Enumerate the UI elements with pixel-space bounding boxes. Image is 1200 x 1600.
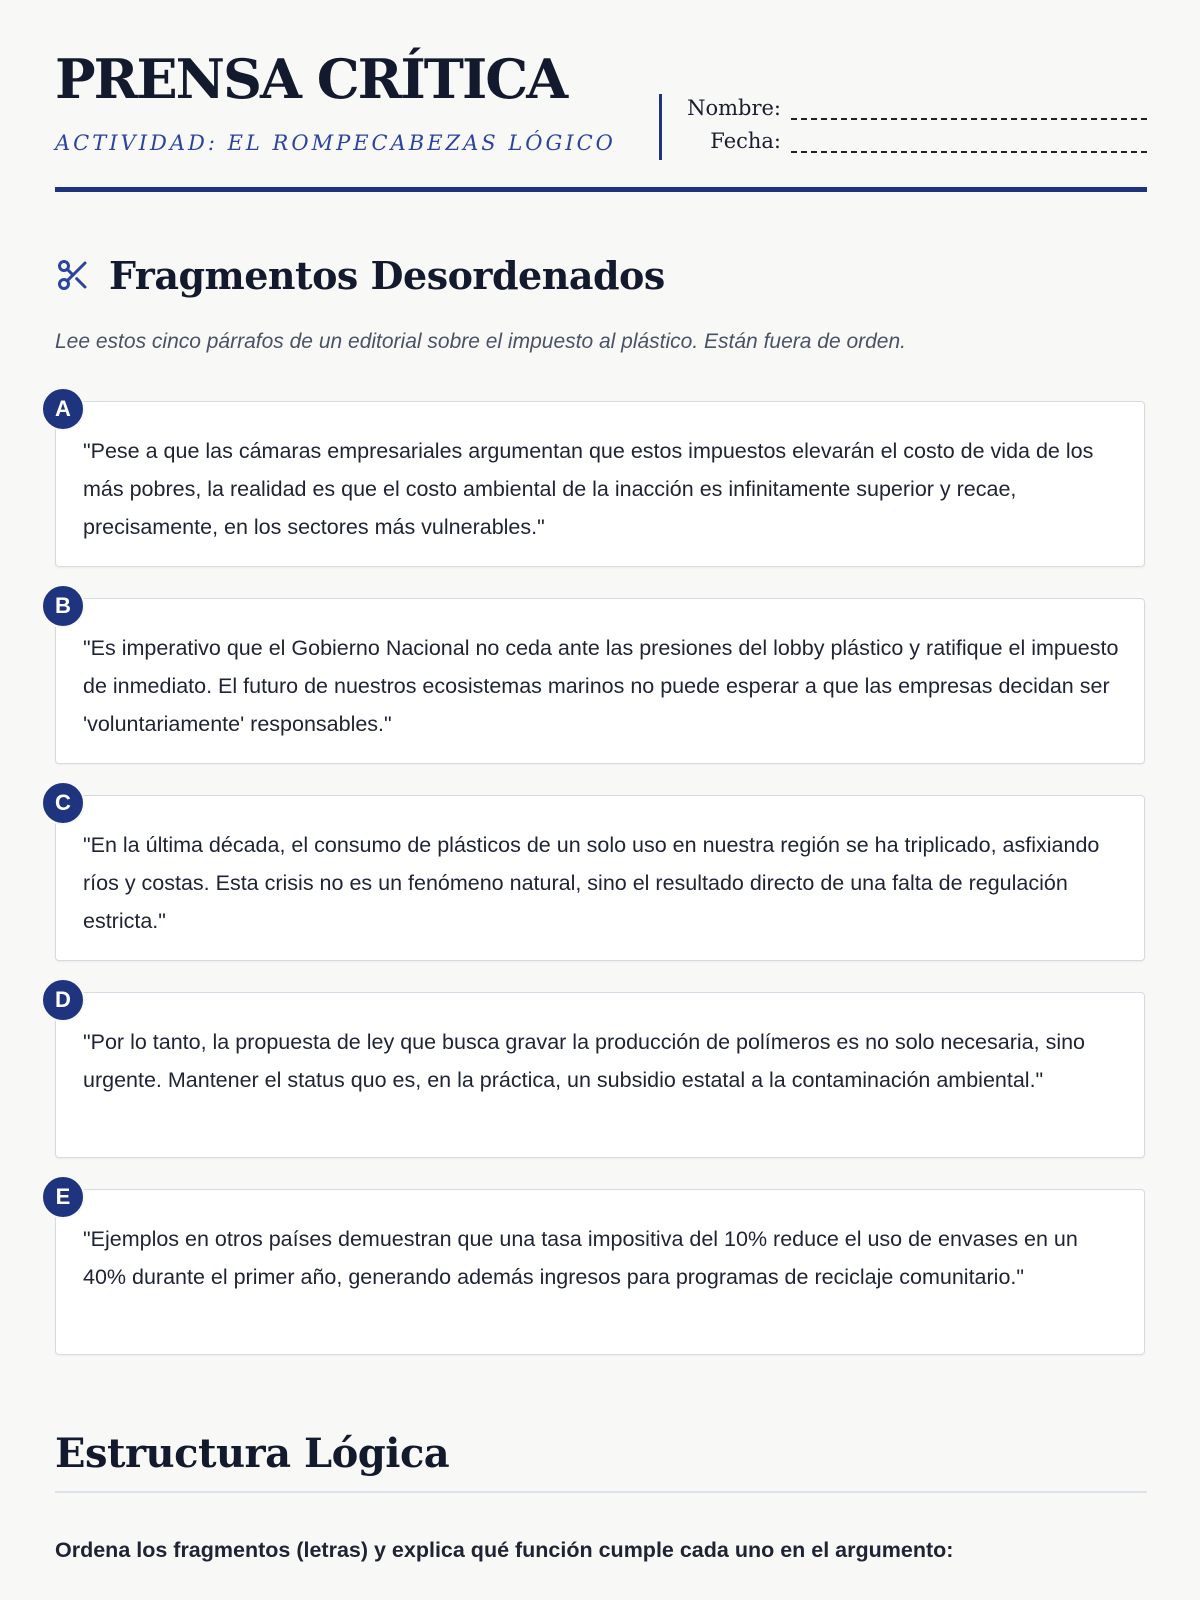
- fragment-text: "En la última década, el consumo de plásticos de un solo uso en nuestra región se ha triplicado, asfixiando ríos y costas. Esta crisis no es un fenómeno natural, sino el resultado directo de una falta de regulación estricta.": [83, 833, 1100, 933]
- date-field: [669, 127, 1147, 160]
- fragment-card: [55, 396, 1145, 567]
- fragment-card: [55, 987, 1145, 1158]
- logic-section-rule: [55, 1491, 1147, 1493]
- activity-subtitle: ACTIVIDAD: EL ROMPECABEZAS LÓGICO: [55, 131, 616, 155]
- name-label: Nombre:: [687, 96, 781, 120]
- fragment-letter-badge: C: [41, 781, 85, 825]
- date-label: Fecha:: [710, 129, 781, 153]
- fragment-card: [55, 790, 1145, 961]
- fragment-card: [55, 593, 1145, 764]
- fragment-text: "Pese a que las cámaras empresariales argumentan que estos impuestos elevarán el costo de vida de los más pobres, la realidad es que el costo ambiental de la inacción es infinitamente superior y recae, precisamente, en los sectores más vulnerables.": [83, 439, 1094, 539]
- name-field: [669, 94, 1147, 127]
- fragment-text: "Es imperativo que el Gobierno Nacional no ceda ante las presiones del lobby plástico y ratifique el impuesto de inmediato. El futuro de nuestros ecosistemas marinos no puede esperar a que las empresas decidan ser 'voluntariamente' responsables.": [83, 636, 1119, 736]
- fragment-letter-badge: D: [41, 978, 85, 1022]
- header-divider: [659, 94, 662, 160]
- fragment-text: "Por lo tanto, la propuesta de ley que busca gravar la producción de polímeros es no solo necesaria, sino urgente. Mantener el status quo es, en la práctica, un subsidio estatal a la contaminación ambiental.": [83, 1030, 1086, 1092]
- date-input-line[interactable]: [791, 151, 1147, 153]
- fragments-section-header: [55, 250, 665, 300]
- fragment-letter-badge: B: [41, 584, 85, 628]
- header: [55, 0, 1147, 195]
- fragment-letter-badge: E: [41, 1175, 85, 1219]
- worksheet-page: [55, 0, 1147, 1562]
- fragment-letter-badge: A: [41, 387, 85, 431]
- header-rule: [55, 187, 1147, 192]
- fragment-text: "Ejemplos en otros países demuestran que una tasa impositiva del 10% reduce el uso de envases en un 40% durante el primer año, generando además ingresos para programas de reciclaje comunitario.": [83, 1227, 1078, 1289]
- logic-instruction: Ordena los fragmentos (letras) y explica qué función cumple cada uno en el argumento:: [55, 1538, 954, 1562]
- brand-title: PRENSA CRÍTICA: [55, 47, 567, 111]
- student-fields: [669, 94, 1147, 160]
- fragment-card: [55, 1184, 1145, 1355]
- section-intro: Lee estos cinco párrafos de un editorial sobre el impuesto al plástico. Están fuera de orden.: [55, 330, 907, 353]
- name-input-line[interactable]: [791, 118, 1147, 120]
- section-title: Fragmentos Desordenados: [109, 252, 665, 298]
- logic-section-title: Estructura Lógica: [55, 1430, 450, 1477]
- scissors-icon: [55, 257, 91, 293]
